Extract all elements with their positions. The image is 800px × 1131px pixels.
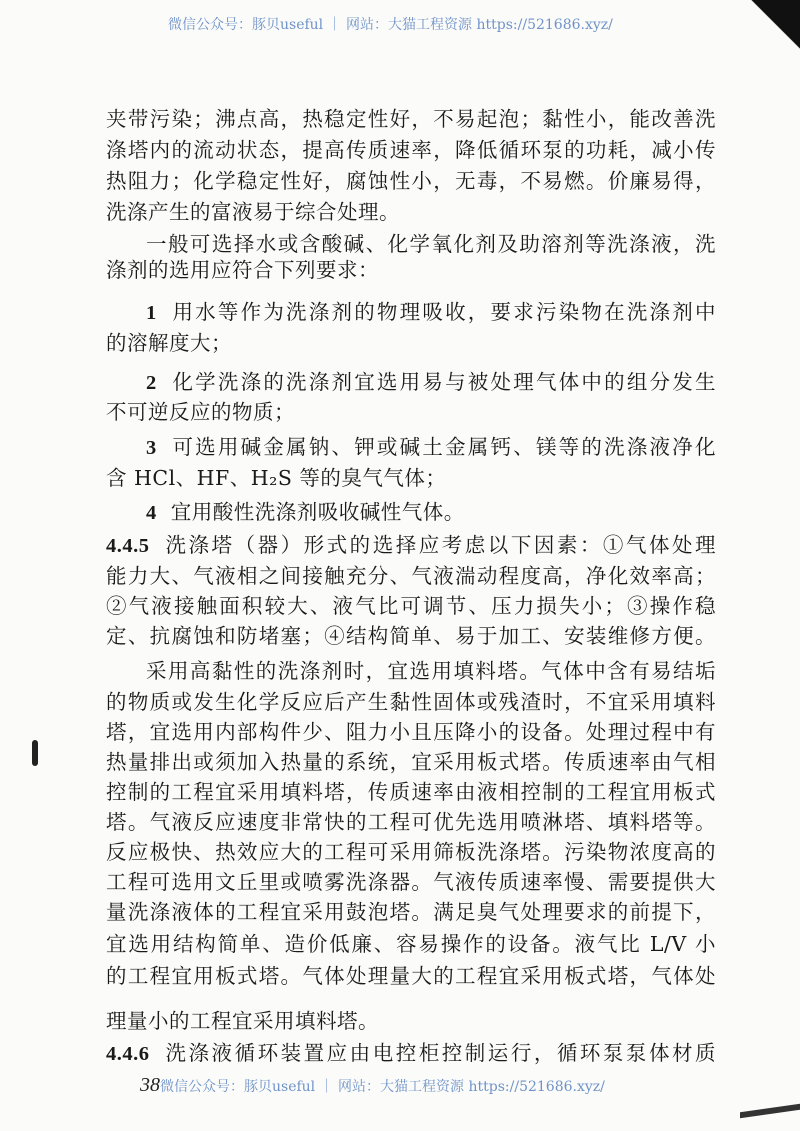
line-text: 量洗涤液体的工程宜采用鼓泡塔。满足臭气处理要求的前提下， [106,900,716,924]
line-text: 控制的工程宜采用填料塔，传质速率由液相控制的工程宜用板式 [106,780,716,804]
page-number: 38 [140,1074,160,1096]
line-text: 化学洗涤的洗涤剂宜选用易与被处理气体中的组分发生 [170,370,716,394]
line-text: 热量排出或须加入热量的系统，宜采用板式塔。传质速率由气相 [106,750,716,774]
list-number: 2 [146,372,157,394]
line-text: 涤剂的选用应符合下列要求： [106,258,379,282]
text-line [106,689,716,715]
text-line [146,434,716,461]
scan-edge-mark [32,740,38,766]
line-text: 定、抗腐蚀和防堵塞；④结构简单、易于加工、安装维修方便。 [106,624,716,648]
text-line [106,532,716,559]
text-line [106,168,716,194]
footer-watermark: 微信公众号：豚贝useful ｜ 网站：大猫工程资源 https://521686.xyz/ [160,1079,605,1095]
text-line [146,231,716,257]
line-text: 的溶解度大； [106,331,232,355]
text-line [106,869,716,895]
text-line [106,199,716,225]
line-text: 可选用碱金属钠、钾或碱土金属钙、镁等的洗涤液净化 [170,435,716,459]
text-line [106,719,716,745]
text-line [106,563,716,589]
line-text: 洗涤塔（器）形式的选择应考虑以下因素：①气体处理 [163,533,716,557]
line-text: 塔，宜选用内部构件少、阻力小且压降小的设备。处理过程中有 [106,720,716,744]
text-line [146,299,716,326]
text-line [106,779,716,805]
line-text: 理量小的工程宜采用填料塔。 [106,1009,379,1033]
text-line [106,1008,716,1034]
section-number: 4.4.5 [106,535,150,557]
text-line [106,257,716,283]
text-line [106,593,716,619]
text-line [146,499,716,526]
line-text: 能力大、气液相之间接触充分、气液湍动程度高，净化效率高； [106,564,716,588]
line-text: 热阻力；化学稳定性好，腐蚀性小，无毒，不易燃。价廉易得， [106,169,716,193]
line-text: 洗涤产生的富液易于综合处理。 [106,200,400,224]
section-number: 4.4.6 [106,1043,150,1065]
text-line [106,1040,716,1067]
line-text: 塔。气液反应速度非常快的工程可优先选用喷淋塔、填料塔等。 [106,810,716,834]
text-line [106,931,716,957]
list-number: 1 [146,302,157,324]
line-text: 工程可选用文丘里或喷雾洗涤器。气液传质速率慢、需要提供大 [106,870,716,894]
scan-corner-shadow [740,0,800,60]
line-text: 宜选用结构简单、造价低廉、容易操作的设备。液气比 L/V 小 [106,932,716,956]
line-text: 一般可选择水或含酸碱、化学氧化剂及助溶剂等洗涤液，洗 [146,232,716,256]
page-footer [140,1074,605,1097]
text-line [146,658,716,684]
text-line [146,369,716,396]
text-line [106,106,716,132]
line-text: 反应极快、热效应大的工程可采用筛板洗涤塔。污染物浓度高的 [106,840,716,864]
line-text: 的工程宜用板式塔。气体处理量大的工程宜采用板式塔，气体处 [106,964,716,988]
text-line [106,623,716,649]
text-line [106,330,716,356]
list-number: 4 [146,502,157,524]
line-text: 采用高黏性的洗涤剂时，宜选用填料塔。气体中含有易结垢 [146,659,716,683]
scan-smudge [740,1104,800,1118]
text-line [106,899,716,925]
text-line [106,749,716,775]
list-number: 3 [146,437,157,459]
text-line [106,839,716,865]
line-text: 夹带污染；沸点高，热稳定性好，不易起泡；黏性小，能改善洗 [106,107,716,131]
text-line [106,399,716,425]
line-text: 宜用酸性洗涤剂吸收碱性气体。 [170,500,465,524]
text-line [106,137,716,163]
line-text: ②气液接触面积较大、液气比可调节、压力损失小；③操作稳 [106,594,716,618]
line-text: 洗涤液循环装置应由电控柜控制运行，循环泵泵体材质 [163,1041,716,1065]
line-text: 用水等作为洗涤剂的物理吸收，要求污染物在洗涤剂中 [170,300,716,324]
line-text: 不可逆反应的物质； [106,400,295,424]
line-text: 含 HCl、HF、H₂S 等的臭气气体； [106,466,447,490]
text-line [106,963,716,989]
line-text: 涤塔内的流动状态，提高传质速率，降低循环泵的功耗，减小传 [106,138,716,162]
header-watermark: 微信公众号：豚贝useful ｜ 网站：大猫工程资源 https://521686.xyz/ [168,17,613,33]
text-line [106,465,716,491]
line-text: 的物质或发生化学反应后产生黏性固体或残渣时，不宜采用填料 [106,690,716,714]
text-line [106,809,716,835]
